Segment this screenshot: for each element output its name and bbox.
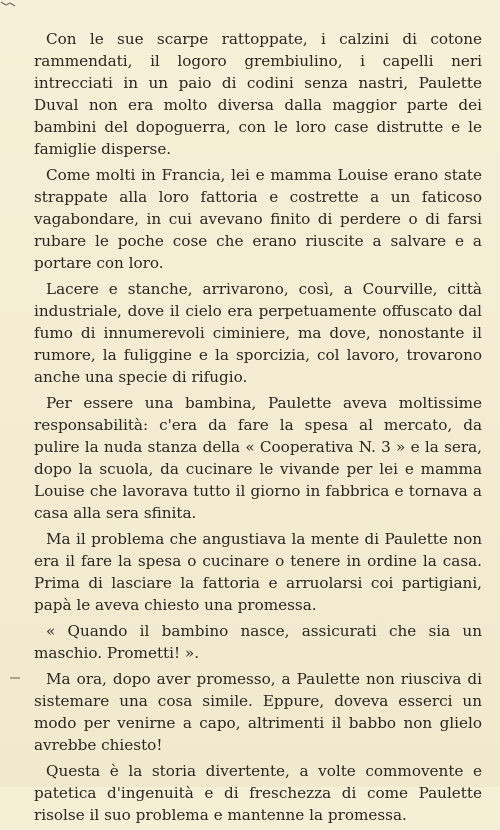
paragraph-1: Con le sue scarpe rattoppate, i calzini di cotone rammendati, il logoro grembiulino, i capelli neri intrecciati in un paio di codini senza nastri, Paulette Duval non era molto diversa dalla maggior parte dei bambini del dopoguerra, con le loro case distrutte e le famiglie disperse. [34,30,482,158]
paragraph-6: « Quando il bambino nasce, assicurati che sia un maschio. Prometti! ». [34,622,482,662]
paragraph-4: Per essere una bambina, Paulette aveva moltissime responsabilità: c'era da fare la spesa al mercato, da pulire la nuda stanza della « Cooperativa N. 3 » e la sera, dopo la scuola, da cucinare le vivande per lei e mamma Louise che lavorava tutto il giorno in fabbrica e tornava a casa alla sera sfinita. [34,394,482,522]
paragraph-2: Come molti in Francia, lei e mamma Louise erano state strappate alla loro fattoria e costrette a un faticoso vagabondare, in cui avevano finito di perdere o di farsi rubare le poche cose che erano riuscite a salvare e a portare con loro. [34,166,482,272]
corner-ink-mark [0,0,18,10]
margin-dash-mark [10,676,20,680]
paragraph-7: Ma ora, dopo aver promesso, a Paulette non riusciva di sistemare una cosa simile. Eppure, doveva esserci un modo per venirne a capo, altrimenti il babbo non glielo avrebbe chiesto! [34,670,482,754]
paragraph-5: Ma il problema che angustiava la mente di Paulette non era il fare la spesa o cucinare o tenere in ordine la casa. Prima di lasciare la fattoria e arruolarsi coi partigiani, papà le aveva chiesto una promessa. [34,530,482,614]
paragraph-8: Questa è la storia divertente, a volte commovente e patetica d'ingenuità e di freschezza di come Paulette risolse il suo problema e mantenne la promessa. [34,762,482,824]
paragraph-3: Lacere e stanche, arrivarono, così, a Courville, città industriale, dove il cielo era perpetuamente offuscato dal fumo di innumerevoli ciminiere, ma dove, nonostante il rumore, la fuliggine e la sporcizia, col lavoro, trovarono anche una specie di rifugio. [34,280,482,386]
body-text [34,28,482,830]
